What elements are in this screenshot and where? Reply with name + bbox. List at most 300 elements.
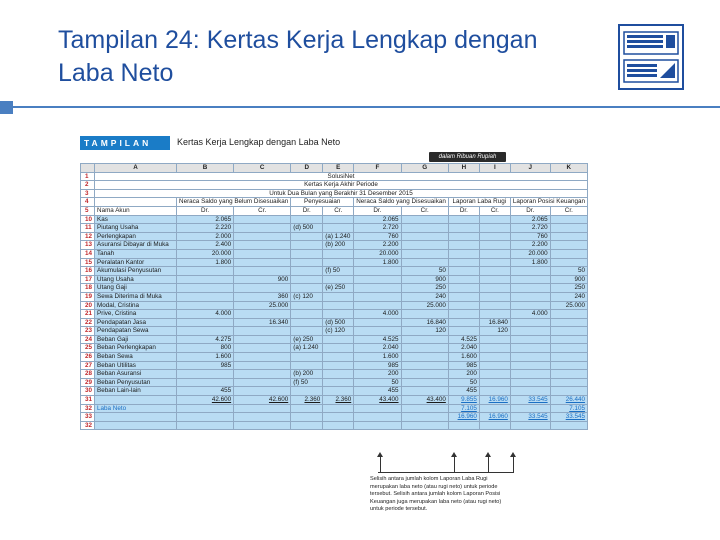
amount-c (234, 370, 291, 379)
amount-b: 4.275 (177, 335, 234, 344)
row-number: 13 (81, 241, 95, 250)
total-h: 9.855 (448, 396, 479, 405)
publisher-logo-icon (618, 24, 684, 90)
account-name: Kas (95, 215, 177, 224)
net-income-label: Laba Neto (95, 404, 177, 413)
amount-c (234, 327, 291, 336)
amount-d: (b) 200 (291, 370, 323, 379)
dr-header: Dr. (510, 206, 550, 215)
amount-b (177, 267, 234, 276)
column-header: B (177, 164, 234, 173)
row-number: 21 (81, 310, 95, 319)
amount-i (479, 301, 510, 310)
grand-total-f (354, 413, 401, 422)
amount-f: 2.200 (354, 241, 401, 250)
amount-g (401, 249, 448, 258)
row-number: 19 (81, 292, 95, 301)
net-income-f (354, 404, 401, 413)
row-number: 15 (81, 258, 95, 267)
account-header: Nama Akun (95, 206, 177, 215)
blank (95, 396, 177, 405)
grand-total-d (291, 413, 323, 422)
row-number: 31 (81, 396, 95, 405)
amount-h (448, 284, 479, 293)
amount-e (323, 378, 354, 387)
account-row (81, 267, 588, 276)
row-number: 18 (81, 284, 95, 293)
amount-h (448, 292, 479, 301)
account-row (81, 335, 588, 344)
amount-j (510, 378, 550, 387)
amount-k (550, 370, 587, 379)
amount-k: 50 (550, 267, 587, 276)
amount-g: 240 (401, 292, 448, 301)
row-number: 16 (81, 267, 95, 276)
amount-k (550, 361, 587, 370)
amount-e (323, 258, 354, 267)
amount-d (291, 267, 323, 276)
amount-c: 16.340 (234, 318, 291, 327)
account-name: Sewa Diterima di Muka (95, 292, 177, 301)
amount-j: 760 (510, 232, 550, 241)
amount-k (550, 318, 587, 327)
amount-k: 25.000 (550, 301, 587, 310)
dr-header: Dr. (448, 206, 479, 215)
amount-d: (f) 50 (291, 378, 323, 387)
empty-cell (510, 421, 550, 430)
amount-d (291, 258, 323, 267)
annotation-arrow-1 (380, 456, 381, 472)
amount-g (401, 258, 448, 267)
empty-cell (177, 421, 234, 430)
amount-g (401, 241, 448, 250)
amount-b: 985 (177, 361, 234, 370)
account-row (81, 353, 588, 362)
column-header: A (95, 164, 177, 173)
amount-c (234, 249, 291, 258)
account-name: Asuransi Dibayar di Muka (95, 241, 177, 250)
amount-k: 900 (550, 275, 587, 284)
amount-h (448, 310, 479, 319)
column-header: J (510, 164, 550, 173)
amount-f: 2.720 (354, 224, 401, 233)
amount-k (550, 387, 587, 396)
amount-c (234, 361, 291, 370)
amount-i (479, 292, 510, 301)
amount-e (323, 361, 354, 370)
amount-d (291, 387, 323, 396)
empty-cell (448, 421, 479, 430)
amount-e (323, 292, 354, 301)
amount-b: 2.220 (177, 224, 234, 233)
amount-g: 25.000 (401, 301, 448, 310)
amount-e: (f) 50 (323, 267, 354, 276)
account-row (81, 249, 588, 258)
amount-g: 900 (401, 275, 448, 284)
column-header: E (323, 164, 354, 173)
amount-c: 900 (234, 275, 291, 284)
account-name: Beban Asuransi (95, 370, 177, 379)
blank (95, 198, 177, 207)
amount-k (550, 215, 587, 224)
account-name: Peralatan Kantor (95, 258, 177, 267)
amount-f: 760 (354, 232, 401, 241)
amount-c (234, 258, 291, 267)
column-header: C (234, 164, 291, 173)
row-number: 5 (81, 206, 95, 215)
amount-b: 800 (177, 344, 234, 353)
account-row (81, 378, 588, 387)
total-d: 2.360 (291, 396, 323, 405)
account-row (81, 327, 588, 336)
amount-i (479, 224, 510, 233)
account-name: Piutang Usaha (95, 224, 177, 233)
cr-header: Cr. (323, 206, 354, 215)
amount-h (448, 224, 479, 233)
amount-g (401, 215, 448, 224)
amount-b (177, 292, 234, 301)
amount-g (401, 224, 448, 233)
amount-k (550, 327, 587, 336)
grand-total-k: 33.545 (550, 413, 587, 422)
amount-i (479, 353, 510, 362)
amount-i: 16.840 (479, 318, 510, 327)
amount-d: (e) 250 (291, 335, 323, 344)
amount-h (448, 258, 479, 267)
row-number: 30 (81, 387, 95, 396)
amount-j: 4.000 (510, 310, 550, 319)
amount-f (354, 292, 401, 301)
row-number: 12 (81, 232, 95, 241)
amount-c: 25.000 (234, 301, 291, 310)
title-line: Kertas Kerja Akhir Periode (95, 181, 588, 190)
amount-h: 985 (448, 361, 479, 370)
amount-d (291, 327, 323, 336)
total-c: 42.600 (234, 396, 291, 405)
column-header: D (291, 164, 323, 173)
net-income-k: 7.105 (550, 404, 587, 413)
amount-c (234, 232, 291, 241)
amount-d (291, 241, 323, 250)
grand-total-j: 33.545 (510, 413, 550, 422)
row-number: 23 (81, 327, 95, 336)
net-income-j (510, 404, 550, 413)
slide-title-line1: Tampilan 24: Kertas Kerja Lengkap dengan (58, 26, 538, 54)
amount-k: 240 (550, 292, 587, 301)
group-trial-balance: Neraca Saldo yang Belum Disesuaikan (177, 198, 291, 207)
amount-g: 120 (401, 327, 448, 336)
row-number: 14 (81, 249, 95, 258)
amount-g (401, 232, 448, 241)
amount-b (177, 370, 234, 379)
amount-i (479, 310, 510, 319)
account-row (81, 361, 588, 370)
amount-k (550, 232, 587, 241)
account-name: Tanah (95, 249, 177, 258)
column-header (81, 164, 95, 173)
group-header-row (81, 198, 588, 207)
account-row (81, 241, 588, 250)
annotation-arrowhead-2 (451, 452, 457, 457)
amount-f: 2.065 (354, 215, 401, 224)
amount-i (479, 387, 510, 396)
amount-e (323, 224, 354, 233)
account-row (81, 275, 588, 284)
net-income-c (234, 404, 291, 413)
amount-e: (c) 120 (323, 327, 354, 336)
group-position: Laporan Posisi Keuangan (510, 198, 587, 207)
amount-c (234, 353, 291, 362)
amount-k (550, 335, 587, 344)
amount-g (401, 370, 448, 379)
account-row (81, 301, 588, 310)
amount-h (448, 215, 479, 224)
dr-header: Dr. (291, 206, 323, 215)
total-j: 33.545 (510, 396, 550, 405)
amount-d (291, 249, 323, 258)
amount-e: (d) 500 (323, 318, 354, 327)
amount-j (510, 335, 550, 344)
worksheet-body (81, 164, 588, 430)
amount-j (510, 370, 550, 379)
amount-i (479, 258, 510, 267)
amount-h: 200 (448, 370, 479, 379)
account-name: Pendapatan Sewa (95, 327, 177, 336)
amount-h (448, 327, 479, 336)
title-row (81, 172, 588, 181)
amount-e (323, 301, 354, 310)
amount-g: 50 (401, 267, 448, 276)
amount-e (323, 335, 354, 344)
amount-c (234, 215, 291, 224)
amount-e (323, 370, 354, 379)
amount-j (510, 318, 550, 327)
amount-g (401, 361, 448, 370)
amount-d (291, 284, 323, 293)
amount-h (448, 301, 479, 310)
amount-c (234, 310, 291, 319)
net-income-e (323, 404, 354, 413)
amount-d (291, 275, 323, 284)
amount-j: 2.065 (510, 215, 550, 224)
amount-k: 250 (550, 284, 587, 293)
amount-e: (b) 200 (323, 241, 354, 250)
amount-k (550, 249, 587, 258)
empty-cell (323, 421, 354, 430)
grand-total-b (177, 413, 234, 422)
amount-j (510, 275, 550, 284)
row-number: 24 (81, 335, 95, 344)
total-i: 16.960 (479, 396, 510, 405)
amount-d: (d) 500 (291, 224, 323, 233)
net-income-g (401, 404, 448, 413)
account-name: Prive, Cristina (95, 310, 177, 319)
amount-i (479, 232, 510, 241)
amount-i (479, 378, 510, 387)
amount-b: 2.000 (177, 232, 234, 241)
amount-c (234, 344, 291, 353)
amount-b (177, 378, 234, 387)
amount-d (291, 310, 323, 319)
grand-total-i: 16.960 (479, 413, 510, 422)
empty-cell (550, 421, 587, 430)
account-row (81, 232, 588, 241)
row-number: 26 (81, 353, 95, 362)
account-row (81, 344, 588, 353)
annotation-arrow-2 (454, 456, 455, 472)
amount-i (479, 361, 510, 370)
account-row (81, 258, 588, 267)
amount-h (448, 318, 479, 327)
drcr-header-row (81, 206, 588, 215)
amount-k (550, 310, 587, 319)
amount-j (510, 301, 550, 310)
amount-g: 250 (401, 284, 448, 293)
row-number: 33 (81, 413, 95, 422)
cr-header: Cr. (550, 206, 587, 215)
dr-header: Dr. (354, 206, 401, 215)
account-name: Akumulasi Penyusutan (95, 267, 177, 276)
empty-row (81, 421, 588, 430)
amount-i: 120 (479, 327, 510, 336)
amount-e: (a) 1.240 (323, 232, 354, 241)
account-row (81, 224, 588, 233)
grand-total-g (401, 413, 448, 422)
amount-d: (c) 120 (291, 292, 323, 301)
account-name: Beban Utilitas (95, 361, 177, 370)
amount-f (354, 301, 401, 310)
account-row (81, 370, 588, 379)
unit-tag: dalam Ribuan Rupiah (429, 152, 506, 162)
amount-e (323, 387, 354, 396)
amount-e (323, 353, 354, 362)
title-row (81, 189, 588, 198)
account-name: Utang Usaha (95, 275, 177, 284)
amount-i (479, 284, 510, 293)
column-header: I (479, 164, 510, 173)
grand-totals-row (81, 413, 588, 422)
amount-c (234, 224, 291, 233)
amount-j (510, 361, 550, 370)
group-adjusted-tb: Neraca Saldo yang Disesuaikan (354, 198, 449, 207)
account-name: Beban Sewa (95, 353, 177, 362)
amount-h (448, 275, 479, 284)
amount-f: 4.000 (354, 310, 401, 319)
amount-g (401, 335, 448, 344)
amount-i (479, 267, 510, 276)
amount-h: 4.525 (448, 335, 479, 344)
amount-e (323, 310, 354, 319)
group-income: Laporan Laba Rugi (448, 198, 510, 207)
amount-j (510, 284, 550, 293)
amount-i (479, 275, 510, 284)
figure-caption: Kertas Kerja Lengkap dengan Laba Neto (177, 137, 341, 147)
row-number: 20 (81, 301, 95, 310)
amount-j (510, 327, 550, 336)
empty-cell (234, 421, 291, 430)
amount-d (291, 318, 323, 327)
group-adjustments: Penyesuaian (291, 198, 354, 207)
net-income-i (479, 404, 510, 413)
row-number: 32 (81, 421, 95, 430)
amount-f: 455 (354, 387, 401, 396)
account-row (81, 318, 588, 327)
amount-e (323, 215, 354, 224)
amount-j: 1.800 (510, 258, 550, 267)
total-g: 43.400 (401, 396, 448, 405)
amount-f: 2.040 (354, 344, 401, 353)
amount-k (550, 224, 587, 233)
total-f: 43.400 (354, 396, 401, 405)
amount-e (323, 249, 354, 258)
amount-c (234, 267, 291, 276)
amount-k (550, 344, 587, 353)
account-name: Beban Perlengkapan (95, 344, 177, 353)
cr-header: Cr. (234, 206, 291, 215)
account-row (81, 284, 588, 293)
amount-e (323, 344, 354, 353)
amount-j (510, 344, 550, 353)
amount-f: 985 (354, 361, 401, 370)
amount-i (479, 249, 510, 258)
amount-j: 20.000 (510, 249, 550, 258)
account-row (81, 292, 588, 301)
row-number: 11 (81, 224, 95, 233)
account-row (81, 387, 588, 396)
amount-i (479, 344, 510, 353)
amount-f: 1.600 (354, 353, 401, 362)
account-row (81, 310, 588, 319)
row-number: 22 (81, 318, 95, 327)
amount-d (291, 301, 323, 310)
grand-total-c (234, 413, 291, 422)
dr-header: Dr. (177, 206, 234, 215)
total-e: 2.360 (323, 396, 354, 405)
amount-b (177, 301, 234, 310)
cr-header: Cr. (479, 206, 510, 215)
row-number: 3 (81, 189, 95, 198)
figure-banner: TAMPILAN 24 (80, 136, 170, 150)
amount-h: 455 (448, 387, 479, 396)
amount-g (401, 378, 448, 387)
row-number: 17 (81, 275, 95, 284)
amount-b (177, 318, 234, 327)
slide-title (58, 24, 618, 90)
amount-b: 455 (177, 387, 234, 396)
amount-g (401, 310, 448, 319)
amount-k (550, 353, 587, 362)
amount-h (448, 267, 479, 276)
annotation-note: Selisih antara jumlah kolom Laporan Laba Rugi merupakan laba neto (atau rugi neto) untuk periode tersebut. Selisih antara jumlah kolom Laporan Posisi Keuangan juga merupakan laba neto (atau rugi neto) untuk periode tersebut. (370, 476, 502, 513)
amount-d (291, 353, 323, 362)
row-number: 1 (81, 172, 95, 181)
cr-header: Cr. (401, 206, 448, 215)
totals-row (81, 396, 588, 405)
account-name: Beban Gaji (95, 335, 177, 344)
row-number: 10 (81, 215, 95, 224)
amount-h (448, 249, 479, 258)
amount-f: 200 (354, 370, 401, 379)
account-row (81, 215, 588, 224)
row-number: 2 (81, 181, 95, 190)
column-header: G (401, 164, 448, 173)
title-line: SolusiNet (95, 172, 588, 181)
amount-h (448, 232, 479, 241)
title-line: Untuk Dua Bulan yang Berakhir 31 Desember 2015 (95, 189, 588, 198)
amount-d (291, 215, 323, 224)
worksheet-table (80, 163, 588, 430)
amount-h: 1.600 (448, 353, 479, 362)
